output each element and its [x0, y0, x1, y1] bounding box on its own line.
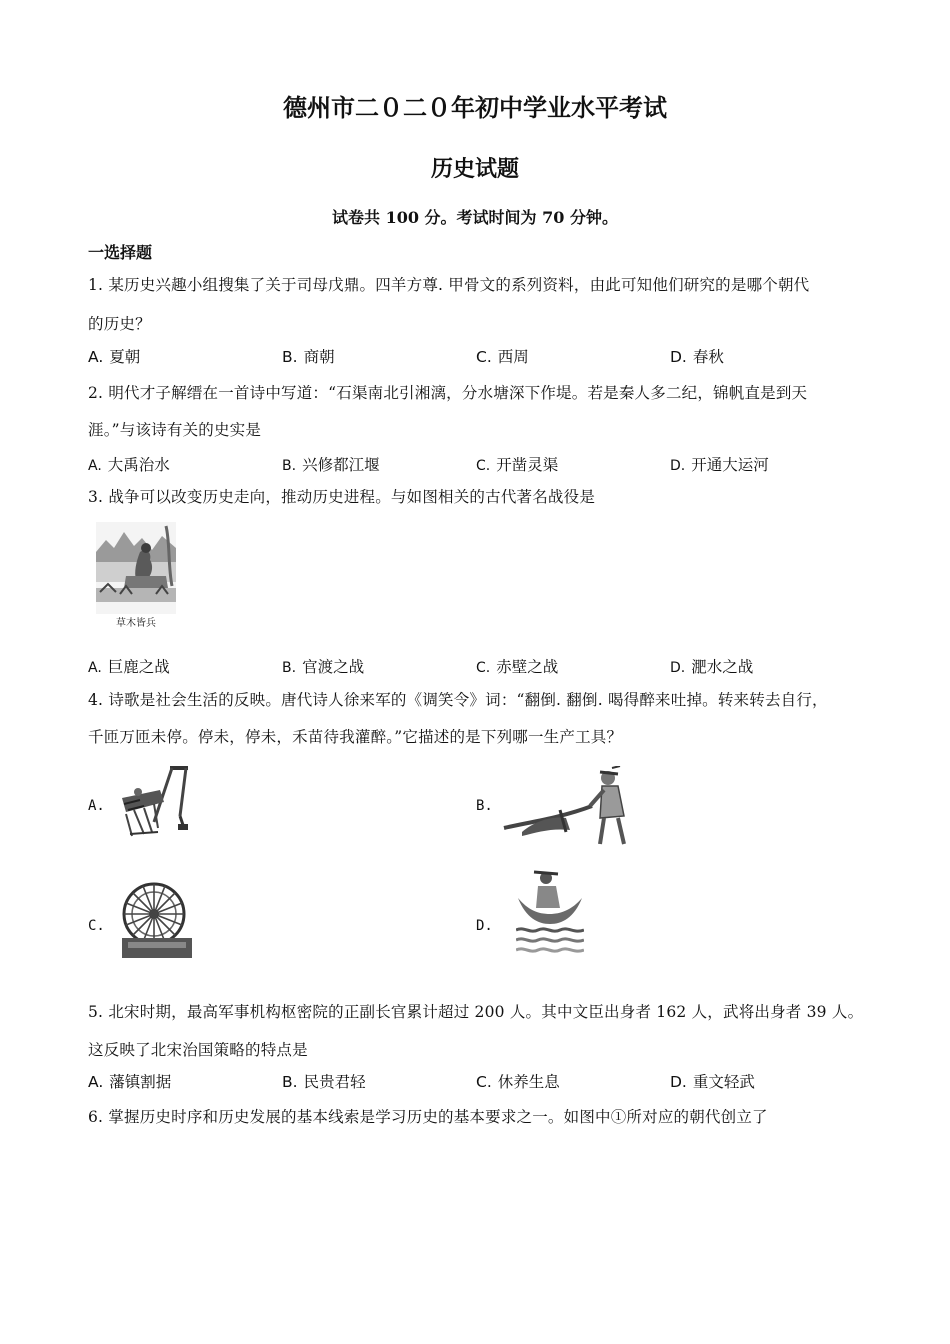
q3-option-c: C. 赤壁之战 — [476, 658, 559, 676]
q2-option-c: C. 开凿灵渠 — [476, 456, 559, 474]
q2-option-b: B. 兴修都江堰 — [282, 456, 380, 474]
q4-option-a-label: A. — [88, 798, 105, 814]
q4-option-d-image — [516, 868, 584, 958]
q2-line-2: 涯。”与该诗有关的史实是 — [88, 421, 262, 439]
q3-line-1: 3. 战争可以改变历史走向，推动历史进程。与如图相关的古代著名战役是 — [88, 488, 596, 506]
plough-farmer-icon — [500, 766, 636, 848]
q2-line-1: 2. 明代才子解缙在一首诗中写道：“石渠南北引湘漓，分水塘深下作堤。若是秦人多二纪，锦帆直是到天 — [88, 384, 808, 402]
boat-figure-icon — [516, 868, 584, 958]
exam-subtitle: 历史试题 — [430, 156, 519, 182]
q4-option-b-image — [500, 766, 636, 848]
q4-option-d-label: D. — [476, 918, 493, 934]
q5-option-c: C. 休养生息 — [476, 1073, 560, 1091]
q1-option-b: B. 商朝 — [282, 348, 335, 366]
q2-option-a: A. 大禹治水 — [88, 456, 170, 474]
q1-option-c: C. 西周 — [476, 348, 529, 366]
q1-option-a: A. 夏朝 — [88, 348, 141, 366]
q4-line-2: 千匝万匝未停。停未，停未，禾苗待我灌醉。”它描述的是下列哪一生产工具？ — [88, 728, 623, 746]
q3-option-a: A. 巨鹿之战 — [88, 658, 170, 676]
q3-option-b: B. 官渡之战 — [282, 658, 365, 676]
q1-line-2: 的历史？ — [88, 315, 151, 333]
q4-line-1: 4. 诗歌是社会生活的反映。唐代诗人徐来军的《调笑令》词：“翻倒. 翻倒. 喝得醉来吐掉。转来转去自行， — [88, 691, 828, 709]
section-title: 一选择题 — [88, 243, 153, 262]
landscape-soldier-icon — [96, 522, 176, 614]
exam-title: 德州市二０二０年初中学业水平考试 — [283, 93, 667, 122]
exam-info: 试卷共 100 分。考试时间为 70 分钟。 — [332, 208, 618, 227]
q6-line-1: 6. 掌握历史时序和历史发展的基本线索是学习历史的基本要求之一。如图中①所对应的朝代创立了 — [88, 1108, 768, 1126]
q1-line-1: 1. 某历史兴趣小组搜集了关于司母戊鼎。四羊方尊. 甲骨文的系列资料，由此可知他们研究的是哪个朝代 — [88, 276, 810, 294]
q1-option-d: D. 春秋 — [670, 348, 724, 366]
q3-illustration — [96, 522, 176, 614]
q2-option-d: D. 开通大运河 — [670, 456, 769, 474]
q5-option-d: D. 重文轻武 — [670, 1073, 755, 1091]
q5-option-a: A. 藩镇割据 — [88, 1073, 172, 1091]
q3-option-d: D. 淝水之战 — [670, 658, 754, 676]
foot-treadle-pump-icon — [114, 762, 200, 846]
q4-option-c-image — [118, 878, 194, 960]
q5-option-b: B. 民贵君轻 — [282, 1073, 366, 1091]
q5-line-1: 5. 北宋时期，最高军事机构枢密院的正副长官累计超过 200 人。其中文臣出身者 162 人，武将出身者 39 人。 — [88, 1003, 864, 1021]
q4-option-c-label: C. — [88, 918, 105, 934]
q3-image-caption: 草木皆兵 — [116, 618, 156, 629]
q4-option-a-image — [114, 762, 200, 846]
waterwheel-icon — [118, 878, 194, 960]
q5-line-2: 这反映了北宋治国策略的特点是 — [88, 1041, 308, 1059]
q4-option-b-label: B. — [476, 798, 493, 814]
